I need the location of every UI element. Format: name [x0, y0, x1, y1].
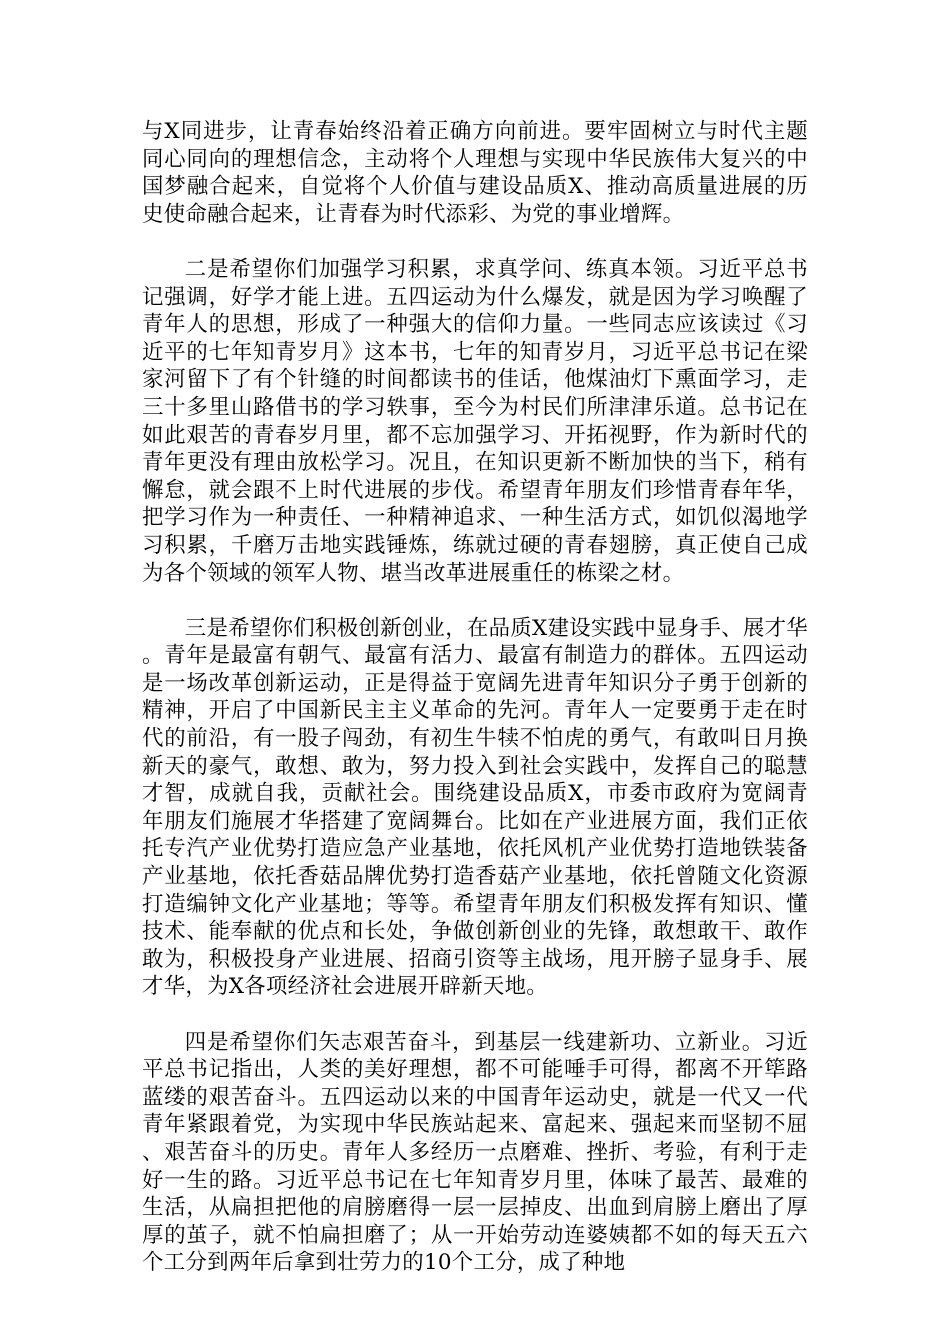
paragraph-study: 二是希望你们加强学习积累，求真学问、练真本领。习近平总书记强调，好学才能上进。五四运动为什么爆发，就是因为学习唤醒了青年人的思想，形成了一种强大的信仰力量。一些同志应该读过《习近平的七年知青岁月》这本书，七年的知青岁月，习近平总书记在梁家河留下了有个针缝的时间都读书的佳话，他煤油灯下熏面学习，走三十多里山路借书的学习轶事，至今为村民们所津津乐道。总书记在如此艰苦的青春岁月里，都不忘加强学习、开拓视野，作为新时代的青年更没有理由放松学习。况且，在知识更新不断加快的当下，稍有懈怠，就会跟不上时代进展的步伐。希望青年朋友们珍惜青春年华，把学习作为一种责任、一种精神追求、一种生活方式，如饥似渴地学习积累，千磨万击地实践锤炼，练就过硬的青春翅膀，真正使自己成为各个领域的领军人物、堪当改革进展重任的栋梁之材。: [142, 256, 808, 586]
paragraph-spacer: [142, 1001, 808, 1029]
paragraph-innovation: 三是希望你们积极创新创业，在品质X建设实践中显身手、展才华。青年是最富有朝气、最富有活力、最富有制造力的群体。五四运动是一场改革创新运动，正是得益于宽阔先进青年知识分子勇于创新的精神，开启了中国新民主主义革命的先河。青年人一定要勇于走在时代的前沿，有一股子闯劲，有初生牛犊不怕虎的勇气，有敢叫日月换新天的豪气，敢想、敢为，努力投入到社会实践中，发挥自己的聪慧才智，成就自我，贡献社会。围绕建设品质X，市委市政府为宽阔青年朋友们施展才华搭建了宽阔舞台。比如在产业进展方面，我们正依托专汽产业优势打造应急产业基地，依托风机产业优势打造地铁装备产业基地，依托香菇品牌优势打造香菇产业基地，依托曾随文化资源打造编钟文化产业基地；等等。希望青年朋友们积极发挥有知识、懂技术、能奉献的优点和长处，争做创新创业的先锋，敢想敢干、敢作敢为，积极投身产业进展、招商引资等主战场，甩开膀子显身手、展才华，为X各项经济社会进展开辟新天地。: [142, 615, 808, 1000]
document-page: [142, 118, 808, 1277]
paragraph-spacer: [142, 228, 808, 256]
paragraph-struggle: 四是希望你们矢志艰苦奋斗，到基层一线建新功、立新业。习近平总书记指出，人类的美好理想，都不可能唾手可得，都离不开筚路蓝缕的艰苦奋斗。五四运动以来的中国青年运动史，就是一代又一代青年紧跟着党，为实现中华民族站起来、富起来、强起来而坚韧不屈、艰苦奋斗的历史。青年人多经历一点磨难、挫折、考验，有利于走好一生的路。习近平总书记在七年知青岁月里，体味了最苦、最难的生活，从扁担把他的肩膀磨得一层一层掉皮、出血到肩膀上磨出了厚厚的茧子，就不怕扁担磨了；从一开始劳动连婆姨都不如的每天五六个工分到两年后拿到壮劳力的10个工分，成了种地: [142, 1029, 808, 1276]
paragraph-spacer: [142, 587, 808, 615]
paragraph-continued: 与X同进步，让青春始终沿着正确方向前进。要牢固树立与时代主题同心同向的理想信念，主动将个人理想与实现中华民族伟大复兴的中国梦融合起来，自觉将个人价值与建设品质X、推动高质量进展的历史使命融合起来，让青春为时代添彩、为党的事业增辉。: [142, 119, 808, 227]
